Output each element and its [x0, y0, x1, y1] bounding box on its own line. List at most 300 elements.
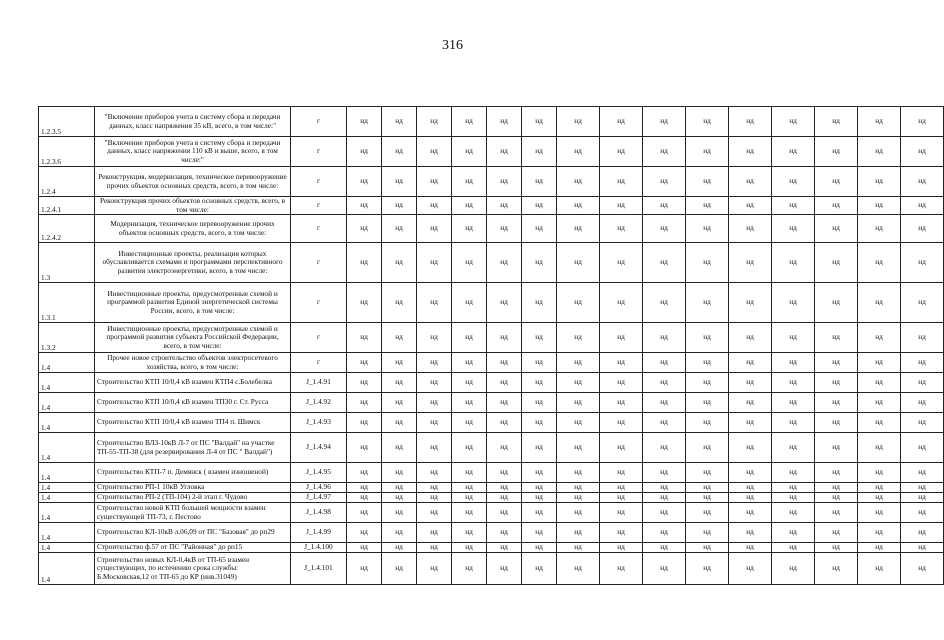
value-cell: нд — [729, 215, 772, 243]
value-cell: нд — [487, 413, 522, 433]
value-cell: нд — [600, 493, 643, 503]
value-cell: нд — [643, 107, 686, 137]
value-cell: нд — [522, 107, 557, 137]
value-cell: нд — [772, 413, 815, 433]
row-name-cell: Строительство КТП 10/0,4 кВ взамен ТП4 п. Шимск — [95, 413, 291, 433]
value-cell: нд — [382, 197, 417, 215]
value-cell: нд — [347, 137, 382, 167]
value-cell: нд — [557, 483, 600, 493]
row-code-cell: 1.4 — [39, 393, 95, 413]
value-cell: нд — [487, 393, 522, 413]
value-cell: нд — [417, 215, 452, 243]
value-cell: нд — [729, 167, 772, 197]
row-id-cell: J_1.4.95 — [291, 463, 347, 483]
table-row — [39, 523, 944, 543]
value-cell: нд — [729, 283, 772, 323]
table-row — [39, 463, 944, 483]
row-id-cell: J_1.4.93 — [291, 413, 347, 433]
value-cell: нд — [858, 197, 901, 215]
value-cell: нд — [487, 463, 522, 483]
value-cell: нд — [772, 323, 815, 353]
value-cell: нд — [557, 197, 600, 215]
value-cell: нд — [858, 413, 901, 433]
table-row — [39, 107, 944, 137]
value-cell: нд — [557, 323, 600, 353]
investment-table — [38, 106, 944, 585]
table-row — [39, 167, 944, 197]
value-cell: нд — [382, 463, 417, 483]
value-cell: нд — [487, 433, 522, 463]
value-cell: нд — [557, 107, 600, 137]
value-cell: нд — [382, 167, 417, 197]
value-cell: нд — [815, 503, 858, 523]
row-name-cell: Модернизация, техническое перевооружение прочих объектов основных средств, всего, в том числе: — [95, 215, 291, 243]
value-cell: нд — [452, 283, 487, 323]
value-cell: нд — [487, 523, 522, 543]
value-cell: нд — [686, 553, 729, 585]
value-cell: нд — [417, 373, 452, 393]
value-cell: нд — [901, 543, 944, 553]
value-cell: нд — [382, 107, 417, 137]
value-cell: нд — [686, 243, 729, 283]
value-cell: нд — [382, 483, 417, 493]
value-cell: нд — [686, 523, 729, 543]
value-cell: нд — [347, 463, 382, 483]
value-cell: нд — [600, 215, 643, 243]
value-cell: нд — [600, 197, 643, 215]
row-id-cell: г — [291, 215, 347, 243]
value-cell: нд — [452, 433, 487, 463]
value-cell: нд — [417, 553, 452, 585]
value-cell: нд — [858, 393, 901, 413]
row-name-cell: Инвестиционные проекты, реализация которых обуславливается схемами и программами перспективного развития электроэнергетики, всего, в том числе: — [95, 243, 291, 283]
row-code-cell: 1.3 — [39, 243, 95, 283]
value-cell: нд — [452, 503, 487, 523]
value-cell: нд — [347, 243, 382, 283]
value-cell: нд — [729, 323, 772, 353]
value-cell: нд — [347, 433, 382, 463]
value-cell: нд — [347, 107, 382, 137]
value-cell: нд — [686, 493, 729, 503]
value-cell: нд — [815, 553, 858, 585]
value-cell: нд — [487, 137, 522, 167]
value-cell: нд — [522, 433, 557, 463]
value-cell: нд — [347, 393, 382, 413]
value-cell: нд — [557, 493, 600, 503]
value-cell: нд — [487, 373, 522, 393]
value-cell: нд — [487, 323, 522, 353]
value-cell: нд — [487, 243, 522, 283]
row-id-cell: г — [291, 107, 347, 137]
value-cell: нд — [347, 197, 382, 215]
value-cell: нд — [522, 243, 557, 283]
value-cell: нд — [487, 543, 522, 553]
value-cell: нд — [901, 323, 944, 353]
row-name-cell: Строительство КТП 10/0,4 кВ взамен ТП30 г. Ст. Русса — [95, 393, 291, 413]
value-cell: нд — [815, 243, 858, 283]
value-cell: нд — [600, 543, 643, 553]
value-cell: нд — [901, 197, 944, 215]
value-cell: нд — [772, 393, 815, 413]
value-cell: нд — [382, 243, 417, 283]
value-cell: нд — [557, 137, 600, 167]
value-cell: нд — [901, 283, 944, 323]
value-cell: нд — [729, 553, 772, 585]
value-cell: нд — [772, 553, 815, 585]
value-cell: нд — [417, 393, 452, 413]
value-cell: нд — [382, 413, 417, 433]
value-cell: нд — [858, 543, 901, 553]
row-id-cell: г — [291, 283, 347, 323]
value-cell: нд — [815, 197, 858, 215]
value-cell: нд — [686, 543, 729, 553]
value-cell: нд — [452, 483, 487, 493]
value-cell: нд — [522, 503, 557, 523]
table-row — [39, 433, 944, 463]
value-cell: нд — [600, 243, 643, 283]
value-cell: нд — [858, 137, 901, 167]
value-cell: нд — [815, 413, 858, 433]
value-cell: нд — [643, 137, 686, 167]
value-cell: нд — [347, 493, 382, 503]
row-code-cell: 1.3.2 — [39, 323, 95, 353]
table-row — [39, 283, 944, 323]
value-cell: нд — [522, 543, 557, 553]
value-cell: нд — [815, 543, 858, 553]
value-cell: нд — [557, 353, 600, 373]
value-cell: нд — [815, 493, 858, 503]
table-row — [39, 137, 944, 167]
value-cell: нд — [643, 413, 686, 433]
value-cell: нд — [686, 323, 729, 353]
value-cell: нд — [729, 463, 772, 483]
value-cell: нд — [729, 483, 772, 493]
value-cell: нд — [729, 393, 772, 413]
value-cell: нд — [729, 243, 772, 283]
row-code-cell: 1.2.3.5 — [39, 107, 95, 137]
row-code-cell: 1.4 — [39, 483, 95, 493]
value-cell: нд — [452, 373, 487, 393]
value-cell: нд — [643, 167, 686, 197]
table-row — [39, 553, 944, 585]
row-id-cell: J_1.4.98 — [291, 503, 347, 523]
value-cell: нд — [487, 483, 522, 493]
value-cell: нд — [643, 433, 686, 463]
value-cell: нд — [729, 373, 772, 393]
table-row — [39, 353, 944, 373]
row-id-cell: г — [291, 197, 347, 215]
value-cell: нд — [487, 107, 522, 137]
value-cell: нд — [347, 553, 382, 585]
value-cell: нд — [600, 323, 643, 353]
value-cell: нд — [452, 553, 487, 585]
value-cell: нд — [772, 463, 815, 483]
value-cell: нд — [452, 463, 487, 483]
value-cell: нд — [643, 353, 686, 373]
value-cell: нд — [901, 243, 944, 283]
value-cell: нд — [557, 463, 600, 483]
value-cell: нд — [347, 283, 382, 323]
row-code-cell: 1.2.4.1 — [39, 197, 95, 215]
value-cell: нд — [417, 463, 452, 483]
row-id-cell: J_1.4.92 — [291, 393, 347, 413]
value-cell: нд — [557, 543, 600, 553]
value-cell: нд — [600, 523, 643, 543]
value-cell: нд — [729, 197, 772, 215]
value-cell: нд — [417, 433, 452, 463]
value-cell: нд — [901, 107, 944, 137]
row-name-cell: Строительство КТП-7 п. Демянск ( взамен изношеной) — [95, 463, 291, 483]
value-cell: нд — [643, 553, 686, 585]
value-cell: нд — [729, 493, 772, 503]
value-cell: нд — [522, 353, 557, 373]
value-cell: нд — [452, 243, 487, 283]
value-cell: нд — [643, 503, 686, 523]
value-cell: нд — [600, 503, 643, 523]
value-cell: нд — [417, 137, 452, 167]
value-cell: нд — [487, 503, 522, 523]
value-cell: нд — [643, 197, 686, 215]
value-cell: нд — [347, 503, 382, 523]
value-cell: нд — [772, 543, 815, 553]
value-cell: нд — [858, 107, 901, 137]
value-cell: нд — [643, 215, 686, 243]
value-cell: нд — [901, 463, 944, 483]
row-id-cell: г — [291, 323, 347, 353]
row-name-cell: Строительство новой КТП большей мощности взамен существующей ТП-73, г. Пестово — [95, 503, 291, 523]
value-cell: нд — [487, 283, 522, 323]
value-cell: нд — [557, 413, 600, 433]
value-cell: нд — [417, 493, 452, 503]
row-code-cell: 1.3.1 — [39, 283, 95, 323]
value-cell: нд — [557, 503, 600, 523]
value-cell: нд — [686, 393, 729, 413]
value-cell: нд — [557, 215, 600, 243]
value-cell: нд — [901, 413, 944, 433]
row-name-cell: Инвестиционные проекты, предусмотренные схемой и программой развития Единой энергетической системы России, всего, в том числе: — [95, 283, 291, 323]
row-name-cell: "Включение приборов учета в систему сбора и передачи данных, класс напряжения 110 кВ и выше, всего, в том числе:" — [95, 137, 291, 167]
value-cell: нд — [772, 353, 815, 373]
value-cell: нд — [901, 215, 944, 243]
value-cell: нд — [901, 523, 944, 543]
row-id-cell: J_1.4.101 — [291, 553, 347, 585]
value-cell: нд — [452, 323, 487, 353]
value-cell: нд — [686, 373, 729, 393]
row-id-cell: J_1.4.91 — [291, 373, 347, 393]
value-cell: нд — [686, 433, 729, 463]
value-cell: нд — [686, 215, 729, 243]
value-cell: нд — [600, 413, 643, 433]
value-cell: нд — [417, 283, 452, 323]
value-cell: нд — [815, 483, 858, 493]
value-cell: нд — [686, 353, 729, 373]
value-cell: нд — [452, 197, 487, 215]
value-cell: нд — [686, 137, 729, 167]
value-cell: нд — [557, 373, 600, 393]
value-cell: нд — [417, 107, 452, 137]
value-cell: нд — [686, 197, 729, 215]
value-cell: нд — [417, 197, 452, 215]
row-code-cell: 1.4 — [39, 543, 95, 553]
value-cell: нд — [557, 243, 600, 283]
value-cell: нд — [815, 393, 858, 413]
page-number: 316 — [442, 38, 463, 53]
value-cell: нд — [858, 483, 901, 493]
value-cell: нд — [858, 493, 901, 503]
value-cell: нд — [382, 137, 417, 167]
value-cell: нд — [452, 353, 487, 373]
value-cell: нд — [772, 483, 815, 493]
value-cell: нд — [901, 393, 944, 413]
value-cell: нд — [686, 503, 729, 523]
row-name-cell: Строительство КТП 10/0,4 кВ взамен КТП4 с.Болебелка — [95, 373, 291, 393]
value-cell: нд — [729, 433, 772, 463]
value-cell: нд — [772, 243, 815, 283]
row-name-cell: Строительство ВЛЗ-10кВ Л-7 от ПС "Валдай" на участке ТП-55-ТП-38 (для резервирования Л-4 от ПС " Валдай") — [95, 433, 291, 463]
value-cell: нд — [417, 503, 452, 523]
table-row — [39, 243, 944, 283]
value-cell: нд — [686, 483, 729, 493]
value-cell: нд — [643, 393, 686, 413]
table-row — [39, 483, 944, 493]
value-cell: нд — [452, 493, 487, 503]
value-cell: нд — [487, 353, 522, 373]
value-cell: нд — [487, 167, 522, 197]
table-row — [39, 493, 944, 503]
value-cell: нд — [858, 323, 901, 353]
value-cell: нд — [452, 393, 487, 413]
value-cell: нд — [772, 107, 815, 137]
table-row — [39, 503, 944, 523]
row-id-cell: г — [291, 137, 347, 167]
value-cell: нд — [772, 523, 815, 543]
value-cell: нд — [815, 523, 858, 543]
row-code-cell: 1.4 — [39, 373, 95, 393]
value-cell: нд — [686, 463, 729, 483]
value-cell: нд — [600, 137, 643, 167]
row-id-cell: г — [291, 243, 347, 283]
value-cell: нд — [600, 167, 643, 197]
value-cell: нд — [815, 137, 858, 167]
value-cell: нд — [815, 433, 858, 463]
value-cell: нд — [417, 353, 452, 373]
value-cell: нд — [522, 493, 557, 503]
row-id-cell: J_1.4.97 — [291, 493, 347, 503]
value-cell: нд — [643, 243, 686, 283]
value-cell: нд — [772, 137, 815, 167]
value-cell: нд — [772, 373, 815, 393]
value-cell: нд — [417, 483, 452, 493]
value-cell: нд — [522, 483, 557, 493]
value-cell: нд — [901, 167, 944, 197]
value-cell: нд — [815, 463, 858, 483]
value-cell: нд — [382, 283, 417, 323]
value-cell: нд — [452, 215, 487, 243]
row-id-cell: J_1.4.100 — [291, 543, 347, 553]
value-cell: нд — [522, 553, 557, 585]
value-cell: нд — [347, 323, 382, 353]
value-cell: нд — [600, 353, 643, 373]
value-cell: нд — [522, 167, 557, 197]
value-cell: нд — [643, 543, 686, 553]
value-cell: нд — [382, 503, 417, 523]
value-cell: нд — [452, 413, 487, 433]
row-code-cell: 1.2.4 — [39, 167, 95, 197]
value-cell: нд — [452, 167, 487, 197]
table-row — [39, 215, 944, 243]
row-code-cell: 1.2.4.2 — [39, 215, 95, 243]
value-cell: нд — [600, 483, 643, 493]
value-cell: нд — [522, 283, 557, 323]
value-cell: нд — [522, 215, 557, 243]
value-cell: нд — [557, 523, 600, 543]
value-cell: нд — [417, 323, 452, 353]
value-cell: нд — [600, 107, 643, 137]
value-cell: нд — [347, 543, 382, 553]
value-cell: нд — [643, 463, 686, 483]
value-cell: нд — [643, 323, 686, 353]
value-cell: нд — [487, 553, 522, 585]
value-cell: нд — [557, 393, 600, 413]
row-id-cell: J_1.4.96 — [291, 483, 347, 493]
value-cell: нд — [522, 393, 557, 413]
value-cell: нд — [901, 433, 944, 463]
value-cell: нд — [815, 215, 858, 243]
value-cell: нд — [815, 167, 858, 197]
value-cell: нд — [347, 167, 382, 197]
value-cell: нд — [452, 137, 487, 167]
value-cell: нд — [643, 493, 686, 503]
value-cell: нд — [772, 215, 815, 243]
value-cell: нд — [858, 283, 901, 323]
row-code-cell: 1.4 — [39, 503, 95, 523]
value-cell: нд — [382, 323, 417, 353]
value-cell: нд — [522, 373, 557, 393]
value-cell: нд — [643, 523, 686, 543]
value-cell: нд — [417, 543, 452, 553]
value-cell: нд — [600, 283, 643, 323]
value-cell: нд — [858, 243, 901, 283]
table-row — [39, 323, 944, 353]
value-cell: нд — [487, 215, 522, 243]
value-cell: нд — [557, 167, 600, 197]
row-name-cell: Строительство ф.57 от ПС "Районная" до рп15 — [95, 543, 291, 553]
value-cell: нд — [487, 197, 522, 215]
value-cell: нд — [815, 283, 858, 323]
value-cell: нд — [901, 503, 944, 523]
value-cell: нд — [347, 215, 382, 243]
table-row — [39, 197, 944, 215]
row-name-cell: Реконструкция прочих объектов основных средств, всего, в том числе: — [95, 197, 291, 215]
row-id-cell: г — [291, 167, 347, 197]
value-cell: нд — [347, 353, 382, 373]
value-cell: нд — [643, 483, 686, 493]
row-code-cell: 1.4 — [39, 413, 95, 433]
row-name-cell: Строительство новых КЛ-0,4кВ от ТП-65 взамен существующих, по истечению срока службы: Б.Московская,12 от ТП-65 до КР (инв.31049) — [95, 553, 291, 585]
value-cell: нд — [772, 493, 815, 503]
value-cell: нд — [600, 373, 643, 393]
value-cell: нд — [382, 523, 417, 543]
row-code-cell: 1.4 — [39, 523, 95, 543]
value-cell: нд — [858, 373, 901, 393]
value-cell: нд — [643, 373, 686, 393]
value-cell: нд — [522, 197, 557, 215]
value-cell: нд — [382, 433, 417, 463]
table-row — [39, 543, 944, 553]
row-id-cell: г — [291, 353, 347, 373]
value-cell: нд — [901, 373, 944, 393]
value-cell: нд — [686, 167, 729, 197]
